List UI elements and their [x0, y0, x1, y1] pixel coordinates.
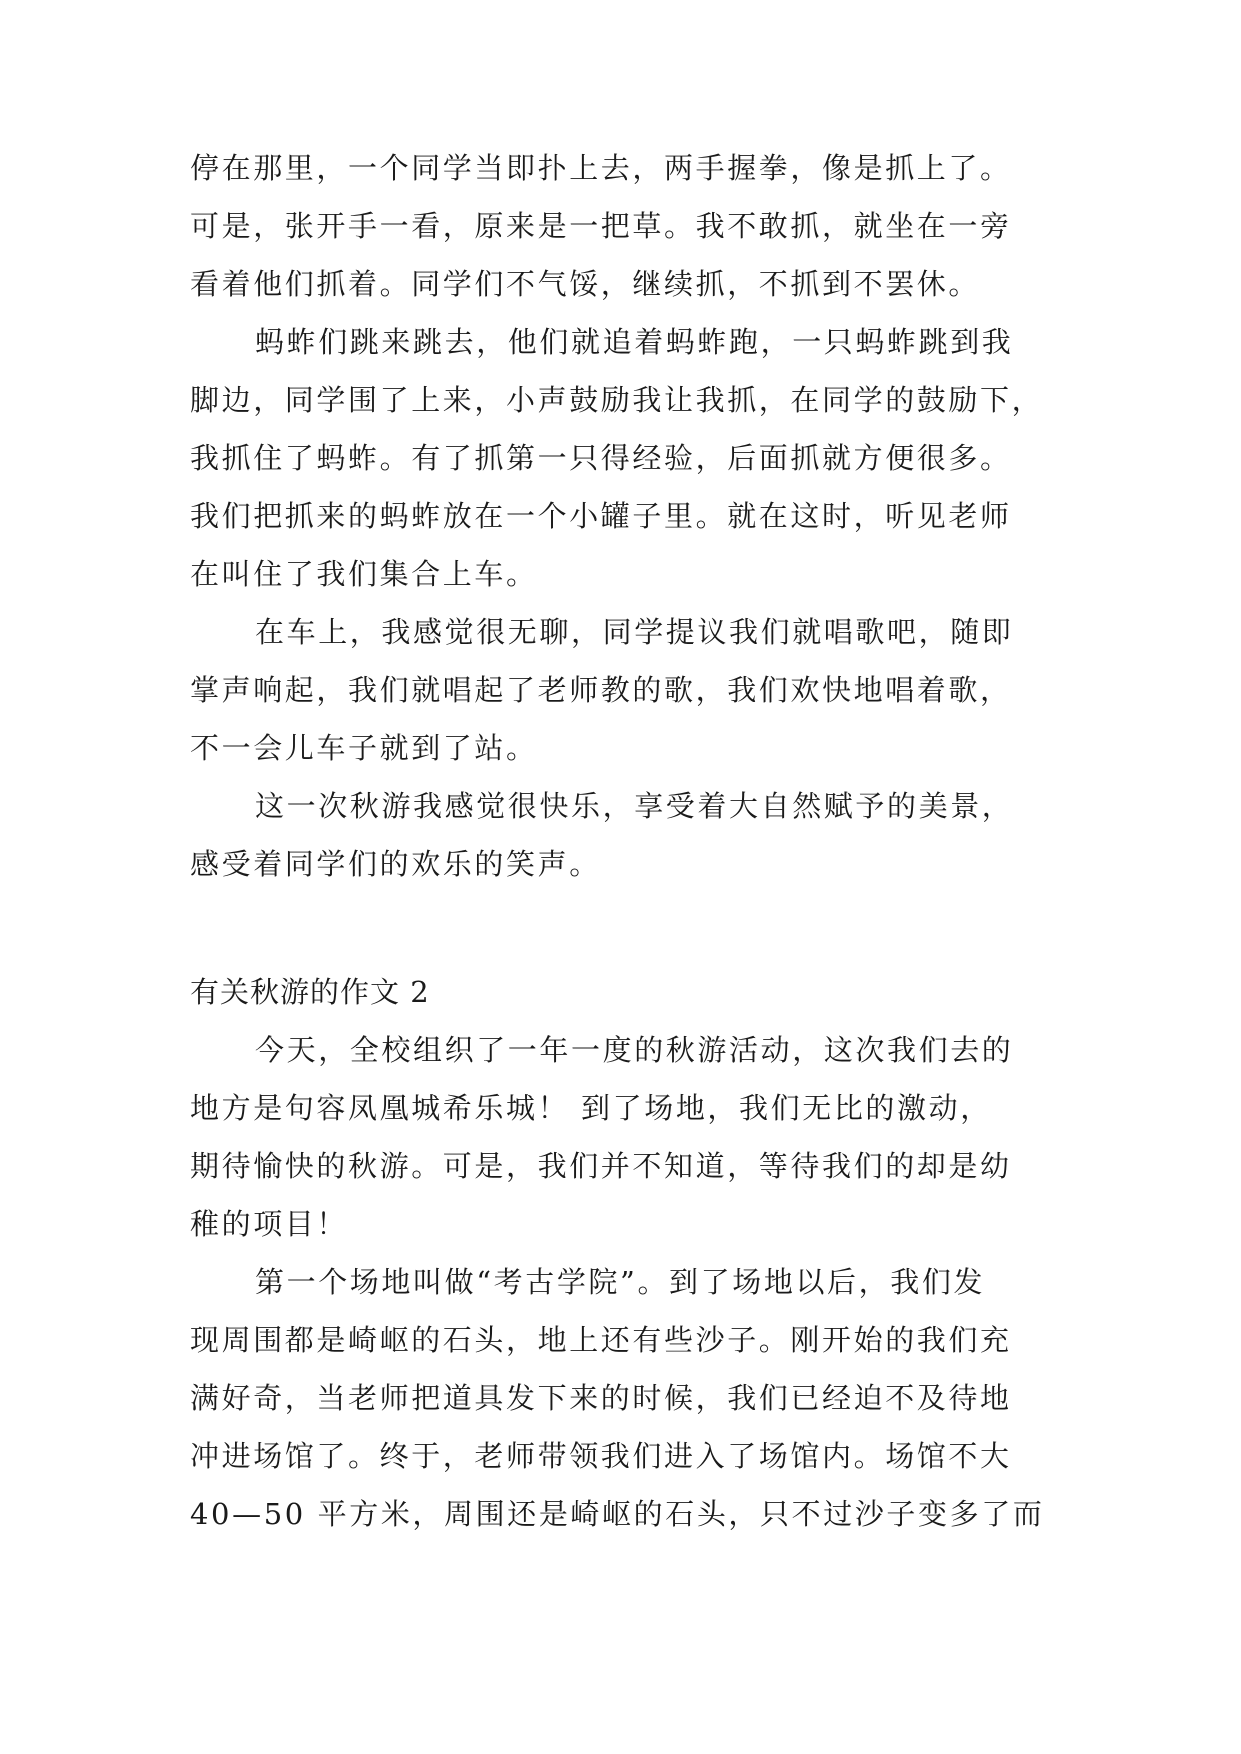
paragraph-line: 掌声响起，我们就唱起了老师教的歌，我们欢快地唱着歌， — [190, 673, 1012, 707]
paragraph-line: 停在那里，一个同学当即扑上去，两手握拳，像是抓上了。 — [190, 151, 1012, 185]
paragraph-line: 可是，张开手一看，原来是一把草。我不敢抓，就坐在一旁 — [190, 209, 1012, 243]
section-heading: 有关秋游的作文 2 — [190, 975, 430, 1009]
paragraph-line: 脚边，同学围了上来，小声鼓励我让我抓，在同学的鼓励下， — [190, 383, 1044, 417]
paragraph-line: 看着他们抓着。同学们不气馁，继续抓，不抓到不罢休。 — [190, 267, 981, 301]
paragraph-line: 感受着同学们的欢乐的笑声。 — [190, 847, 601, 881]
paragraph-line: 冲进场馆了。终于，老师带领我们进入了场馆内。场馆不大 — [190, 1439, 1012, 1473]
paragraph-line: 期待愉快的秋游。可是，我们并不知道，等待我们的却是幼 — [190, 1149, 1012, 1183]
paragraph-line: 现周围都是崎岖的石头，地上还有些沙子。刚开始的我们充 — [190, 1323, 1012, 1357]
paragraph-line: 稚的项目！ — [190, 1207, 349, 1241]
paragraph-line: 地方是句容凤凰城希乐城！ 到了场地，我们无比的激动， — [190, 1091, 992, 1125]
paragraph-line: 蚂蚱们跳来跳去，他们就追着蚂蚱跑，一只蚂蚱跳到我 — [255, 325, 1014, 359]
paragraph-line: 满好奇，当老师把道具发下来的时候，我们已经迫不及待地 — [190, 1381, 1012, 1415]
paragraph-line: 第一个场地叫做“考古学院”。到了场地以后，我们发 — [255, 1265, 986, 1299]
paragraph-line: 在车上，我感觉很无聊，同学提议我们就唱歌吧，随即 — [255, 615, 1014, 649]
paragraph-line: 我们把抓来的蚂蚱放在一个小罐子里。就在这时，听见老师 — [190, 499, 1012, 533]
paragraph-line: 我抓住了蚂蚱。有了抓第一只得经验，后面抓就方便很多。 — [190, 441, 1012, 475]
paragraph-line: 40—50 平方米，周围还是崎岖的石头，只不过沙子变多了而 — [190, 1497, 1045, 1531]
paragraph-line: 在叫住了我们集合上车。 — [190, 557, 538, 591]
paragraph-line: 不一会儿车子就到了站。 — [190, 731, 538, 765]
paragraph-line: 这一次秋游我感觉很快乐，享受着大自然赋予的美景， — [255, 789, 1014, 823]
paragraph-line: 今天，全校组织了一年一度的秋游活动，这次我们去的 — [255, 1033, 1014, 1067]
